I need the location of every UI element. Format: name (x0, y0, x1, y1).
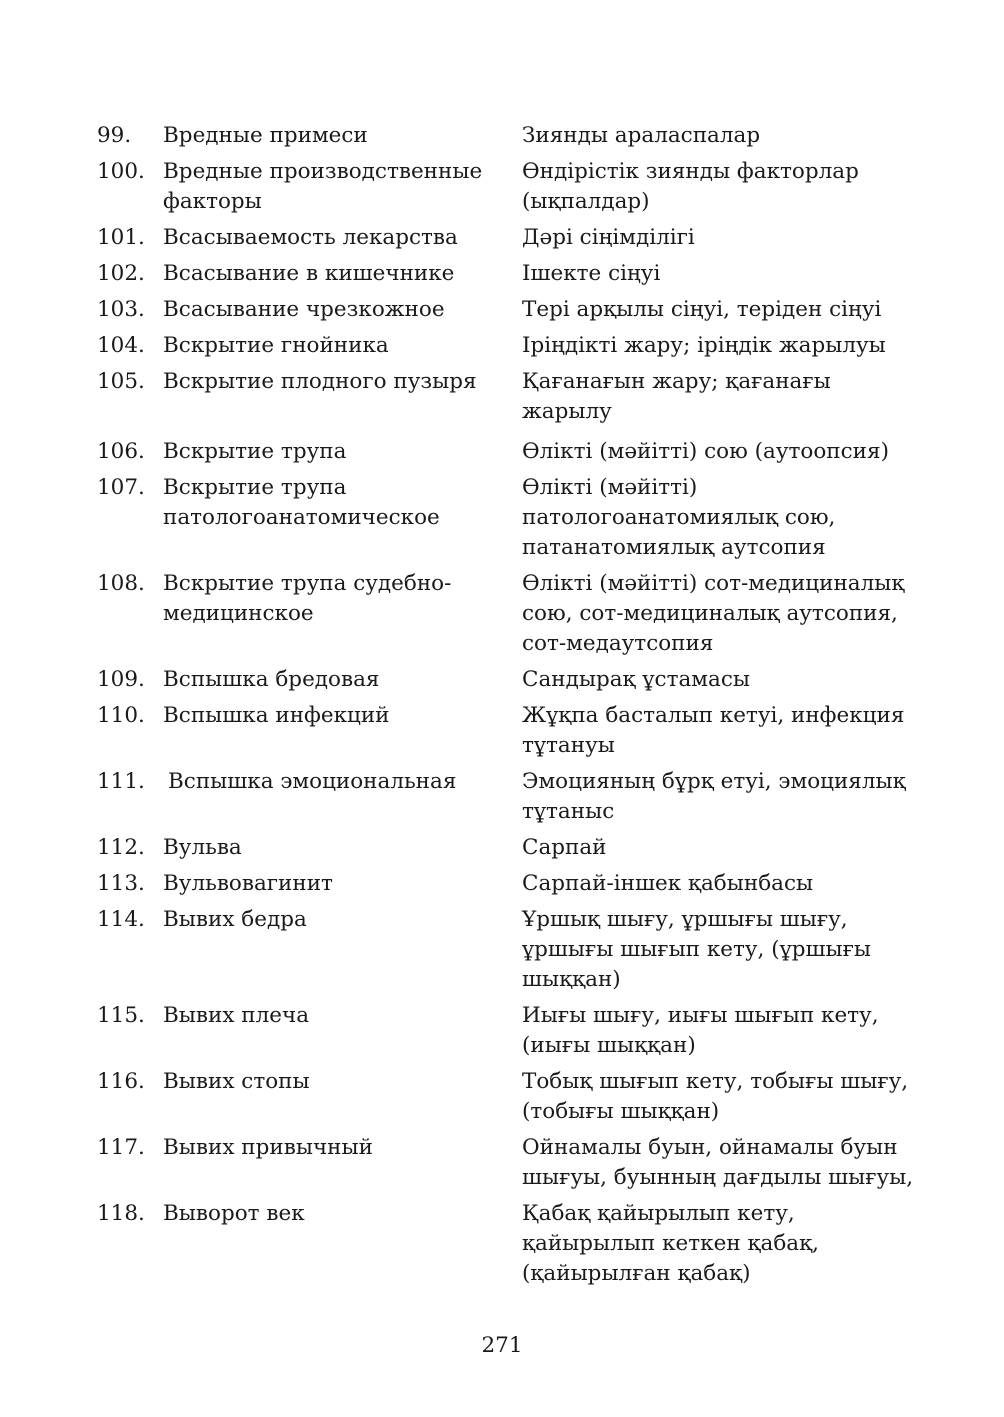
glossary-entry-102 (97, 259, 927, 289)
glossary-list (97, 121, 927, 1295)
glossary-entry-101 (97, 223, 927, 253)
kazakh-term: Қағанағын жару; қағанағы жарылу (522, 369, 831, 424)
glossary-entry-113 (97, 869, 927, 899)
entry-number: 116. (97, 1069, 145, 1094)
glossary-entry-99 (97, 121, 927, 151)
glossary-entry-114 (97, 905, 927, 995)
glossary-entry-115 (97, 1001, 927, 1061)
glossary-entry-112 (97, 833, 927, 863)
entry-number: 108. (97, 571, 145, 596)
kazakh-term: Сарпай-іншек қабынбасы (522, 871, 814, 896)
kazakh-term: Тобық шығып кету, тобығы шығу, (тобығы шыққан) (522, 1069, 909, 1124)
russian-term: Вспышка бредовая (163, 667, 380, 692)
kazakh-term: Сарпай (522, 835, 607, 860)
entry-number: 115. (97, 1003, 145, 1028)
glossary-entry-111 (97, 767, 927, 827)
glossary-entry-106 (97, 437, 927, 467)
entry-number: 117. (97, 1135, 145, 1160)
glossary-entry-103 (97, 295, 927, 325)
glossary-entry-110 (97, 701, 927, 761)
russian-term: Вспышка инфекций (163, 703, 390, 728)
russian-term: Вредные примеси (163, 123, 368, 148)
entry-number: 110. (97, 703, 145, 728)
entry-number: 113. (97, 871, 145, 896)
kazakh-term: Өлікті (мәйітті) патологоанатомиялық сою, патанатомиялық аутсопия (522, 475, 836, 560)
glossary-entry-100 (97, 157, 927, 217)
kazakh-term: Эмоцияның бұрқ етуі, эмоциялық тұтаныс (522, 769, 906, 824)
entry-number: 103. (97, 297, 145, 322)
glossary-entry-108 (97, 569, 927, 659)
entry-number: 109. (97, 667, 145, 692)
kazakh-term: Қабақ қайырылып кету, қайырылып кеткен қабақ, (қайырылған қабақ) (522, 1201, 819, 1286)
glossary-entry-107 (97, 473, 927, 563)
russian-term: Вспышка эмоциональная (168, 769, 457, 794)
entry-number: 99. (97, 123, 132, 148)
kazakh-term: Өлікті (мәйітті) сою (аутоопсия) (522, 439, 889, 464)
kazakh-term: Дәрі сіңімділігі (522, 225, 695, 250)
russian-term: Вывих стопы (163, 1069, 310, 1094)
entry-number: 112. (97, 835, 145, 860)
entry-number: 114. (97, 907, 145, 932)
kazakh-term: Ұршық шығу, ұршығы шығу, ұршығы шығып кету, (ұршығы шыққан) (522, 907, 871, 992)
kazakh-term: Жұқпа басталып кетуі, инфекция тұтануы (522, 703, 905, 758)
entry-number: 105. (97, 369, 145, 394)
russian-term: Вскрытие трупа патологоанатомическое (163, 475, 440, 530)
entry-number: 107. (97, 475, 145, 500)
entry-number: 106. (97, 439, 145, 464)
kazakh-term: Тері арқылы сіңуі, теріден сіңуі (522, 297, 882, 322)
glossary-entry-116 (97, 1067, 927, 1127)
kazakh-term: Сандырақ ұстамасы (522, 667, 750, 692)
page-number: 271 (481, 1333, 523, 1358)
kazakh-term: Ішекте сіңуі (522, 261, 661, 286)
russian-term: Всасываемость лекарства (163, 225, 458, 250)
russian-term: Выворот век (163, 1201, 305, 1226)
entry-number: 101. (97, 225, 145, 250)
kazakh-term: Өндірістік зиянды факторлар (ықпалдар) (522, 159, 859, 214)
entry-number: 100. (97, 159, 145, 184)
russian-term: Вульва (163, 835, 242, 860)
kazakh-term: Ойнамалы буын, ойнамалы буын шығуы, буынның дағдылы шығуы, (522, 1135, 914, 1190)
russian-term: Всасывание в кишечнике (163, 261, 455, 286)
russian-term: Вскрытие трупа судебно-медицинское (163, 571, 452, 626)
entry-number: 104. (97, 333, 145, 358)
entry-number: 111. (97, 769, 145, 794)
entry-number: 118. (97, 1201, 145, 1226)
glossary-entry-117 (97, 1133, 927, 1193)
russian-term: Вывих бедра (163, 907, 307, 932)
russian-term: Вывих плеча (163, 1003, 310, 1028)
russian-term: Вскрытие трупа (163, 439, 347, 464)
russian-term: Всасывание чрезкожное (163, 297, 445, 322)
kazakh-term: Иығы шығу, иығы шығып кету, (иығы шыққан) (522, 1003, 879, 1058)
kazakh-term: Зиянды араласпалар (522, 123, 761, 148)
russian-term: Вывих привычный (163, 1135, 373, 1160)
glossary-entry-118 (97, 1199, 927, 1289)
glossary-entry-105 (97, 367, 927, 427)
russian-term: Вскрытие плодного пузыря (163, 369, 477, 394)
glossary-entry-104 (97, 331, 927, 361)
entry-number: 102. (97, 261, 145, 286)
russian-term: Вульвовагинит (163, 871, 333, 896)
kazakh-term: Өлікті (мәйітті) сот-медициналық сою, сот-медициналық аутсопия, сот-медаутсопия (522, 571, 905, 656)
kazakh-term: Іріңдікті жару; іріңдік жарылуы (522, 333, 886, 358)
russian-term: Вредные производственные факторы (163, 159, 483, 214)
russian-term: Вскрытие гнойника (163, 333, 389, 358)
glossary-entry-109 (97, 665, 927, 695)
